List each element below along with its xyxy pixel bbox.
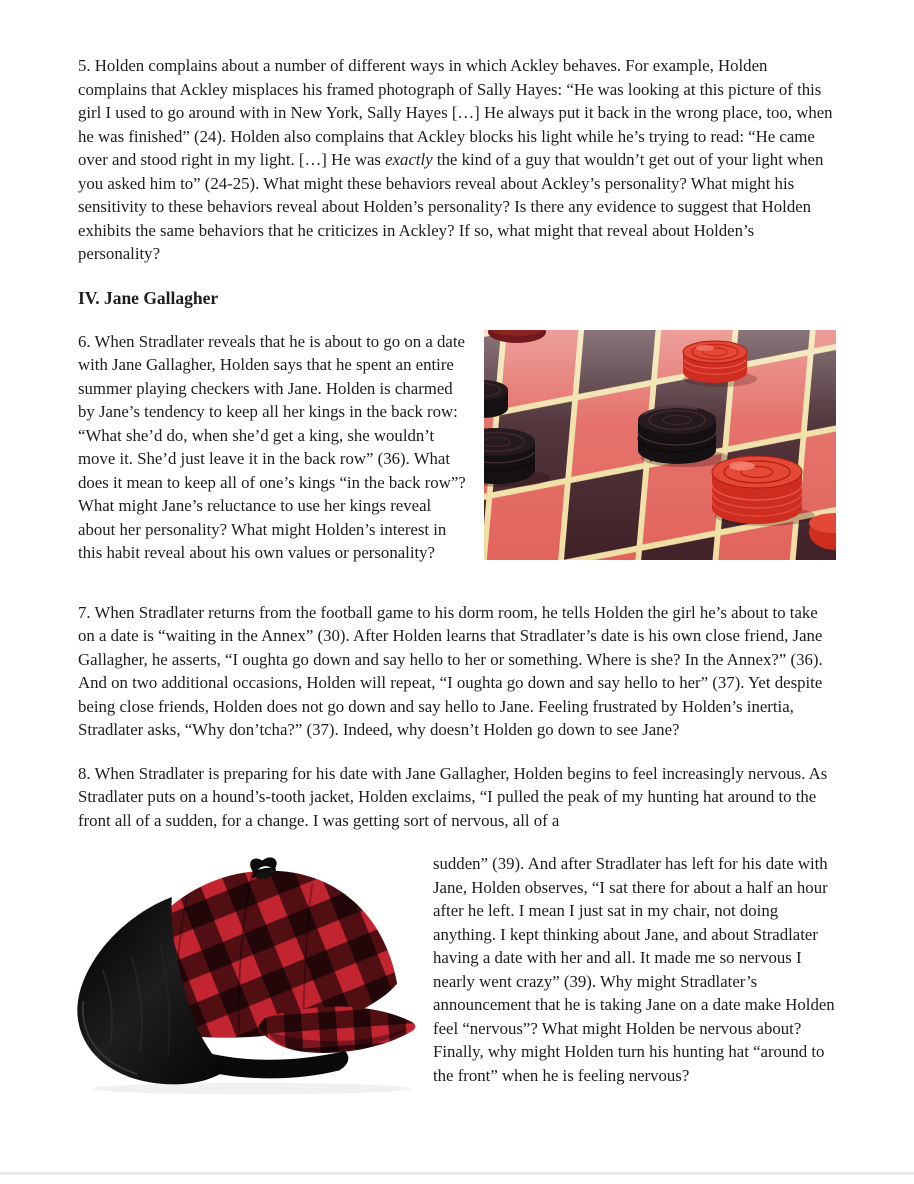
checkers-photo bbox=[484, 330, 836, 560]
question-5-segment: the kind of a guy that wouldn’t get out of your light when you asked him to” (24-25). What might these behaviors reveal about Ackley’s personality? What might his sensitivity to these behaviors reveal about Holden’s personality? Is there any evidence to suggest that Holden exhibits the same behaviors that he criticizes in Ackley? If so, what might that reveal about Holden’s personality? bbox=[78, 150, 824, 263]
question-8-text-wrap: sudden” (39). And after Stradlater has left for his date with Jane, Holden observes, “I sat there for about a half an hour after he left. I mean I just sat in my chair, not doing anything. I kept thinking about Jane, and about Stradlater having a date with her and all. It made me so nervous I nearly went crazy” (39). Why might Stradlater’s announcement that he is taking Jane on a date make Holden feel “nervous”? What might Holden be nervous about? Finally, why might Holden turn his hunting hat “around to the front” when he is feeling nervous? bbox=[433, 854, 835, 1085]
hunting-hat-photo bbox=[64, 852, 425, 1100]
question-5-text bbox=[78, 54, 836, 266]
question-6-text: 6. When Stradlater reveals that he is about to go on a date with Jane Gallagher, Holden says that he spent an entire summer playing checkers with Jane. Holden is charmed by Jane’s tendency to keep all her kings in the back row: “What she’d do, when she’d get a king, she wouldn’t move it. She’d just leave it in the back row” (36). What does it mean to keep all of one’s kings “in the back row”? What might Jane’s reluctance to use her kings reveal about her personality? What might Holden’s interest in this habit reveal about his own values or personality? bbox=[78, 331, 466, 562]
question-6-block bbox=[78, 330, 836, 585]
checker-piece-red-large bbox=[712, 456, 815, 526]
page-bottom-divider bbox=[0, 1172, 914, 1175]
question-8-block bbox=[78, 852, 836, 1107]
question-8-text-start: 8. When Stradlater is preparing for his date with Jane Gallagher, Holden begins to feel increasingly nervous. As Stradlater puts on a hound’s-tooth jacket, Holden exclaims, “I pulled the peak of my hunting hat around to the front all of a sudden, for a change. I was getting sort of nervous, all of a bbox=[78, 763, 828, 830]
question-5-italic-word: exactly bbox=[385, 150, 433, 169]
hunting-hat-image bbox=[64, 852, 425, 1100]
checkers-board-image bbox=[484, 330, 836, 560]
checker-piece-black-partial-upper bbox=[484, 380, 508, 418]
question-7-text: 7. When Stradlater returns from the football game to his dorm room, he tells Holden the girl he’s about to take on a date is “waiting in the Annex” (30). After Holden learns that Stradlater’s date is his own close friend, Jane Gallagher, he asserts, “I oughta go down and say hello to her or something. Where is she? In the Annex?” (36). And on two additional occasions, Holden will repeat, “I oughta go down and say hello to her” (37). Yet despite being close friends, Holden does not go down and say hello to Jane. Feeling frustrated by Holden’s inertia, Stradlater asks, “Why don’tcha?” (37). Indeed, why doesn’t Holden go down to see Jane? bbox=[78, 602, 823, 739]
section-heading: IV. Jane Gallagher bbox=[78, 287, 219, 308]
question-5-segment: 5. Holden complains about a number of different ways in which Ackley behaves. For example, Holden complains that Ackley misplaces his framed photograph of Sally Hayes: “He was looking at this picture of this girl I used to go around with in New York, Sally Hayes […] He always put it back in the wrong place, too, when he was finished” (24). Holden also complains that Ackley blocks his light while he’s trying to read: “He came over and stood right in my light. […] He was bbox=[78, 56, 833, 169]
